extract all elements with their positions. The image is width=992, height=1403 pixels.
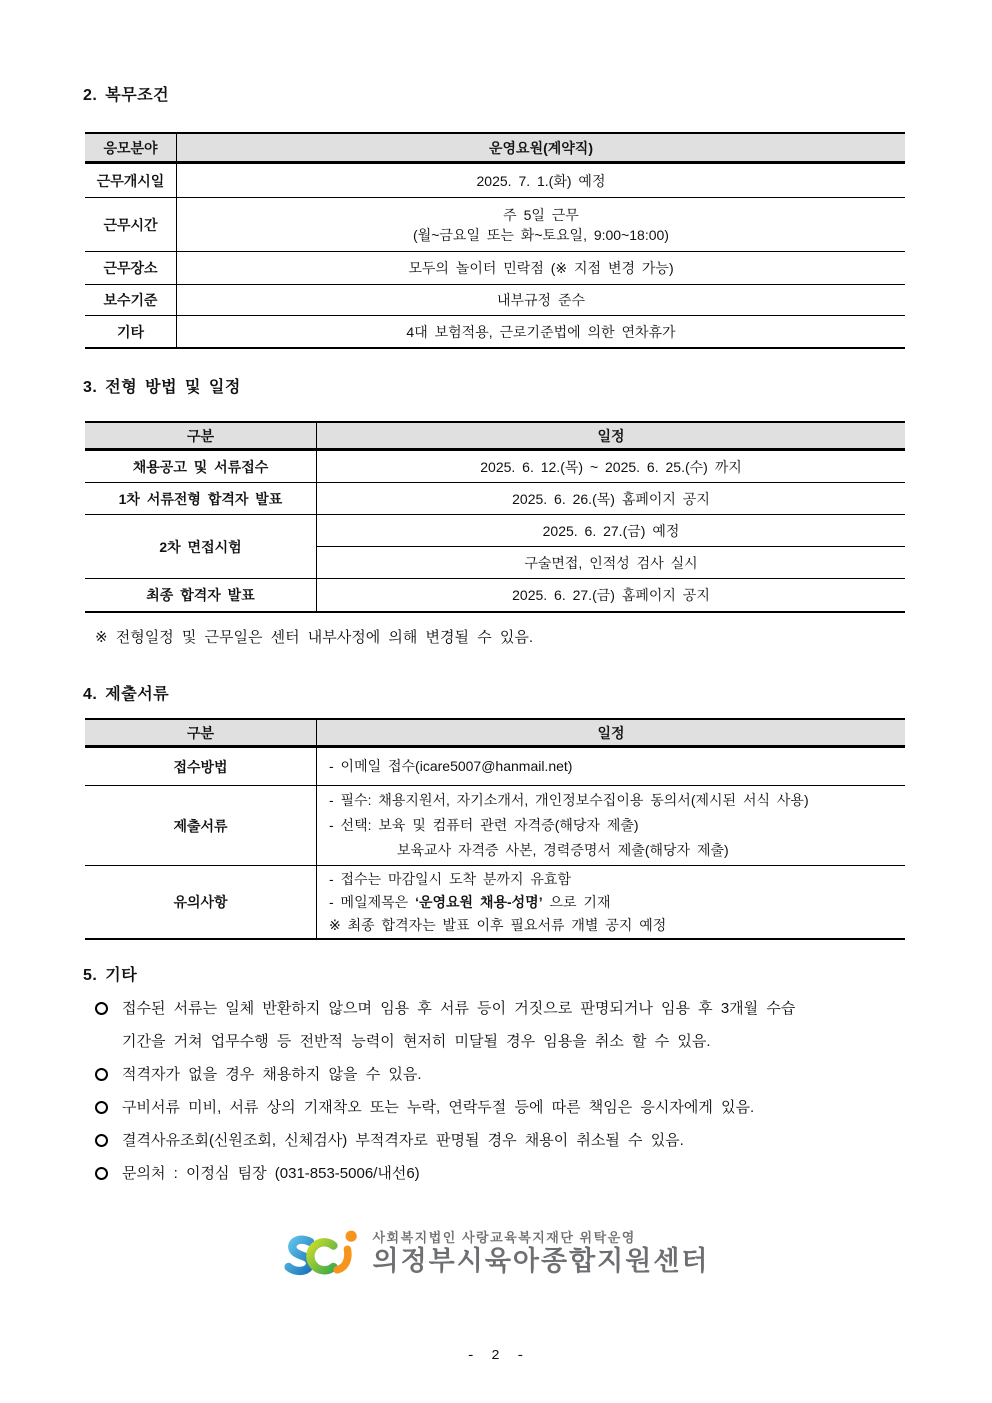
column-header: 구분	[85, 423, 317, 448]
bullet-item	[95, 1124, 925, 1157]
row-label: 1차 서류전형 합격자 발표	[85, 483, 317, 514]
bullet-item	[95, 1091, 925, 1124]
table-row	[85, 748, 905, 786]
bullet-item	[95, 992, 925, 1058]
circle-bullet-icon	[95, 1068, 108, 1081]
row-value: 운영요원(계약직)	[489, 139, 593, 156]
table-row	[85, 285, 905, 316]
notice-line2-suffix: 으로 기재	[542, 893, 611, 910]
submission-docs-table	[85, 718, 905, 940]
row-value: 2025. 6. 27.(금) 홈페이지 공지	[512, 587, 710, 603]
bullet-item	[95, 1157, 925, 1190]
row-label: 최종 합격자 발표	[85, 579, 317, 611]
circle-bullet-icon	[95, 1167, 108, 1180]
sci-logo-icon	[283, 1225, 367, 1281]
bullet-line: 적격자가 없을 경우 채용하지 않을 수 있음.	[122, 1066, 422, 1083]
section2-heading: 2. 복무조건	[83, 87, 170, 104]
table-row	[85, 451, 905, 483]
bullet-line: 접수된 서류는 일체 반환하지 않으며 임용 후 서류 등이 거짓으로 판명되거나 임용 후 3개월 수습	[122, 1000, 796, 1017]
table-row	[85, 316, 905, 347]
schedule-note: ※ 전형일정 및 근무일은 센터 내부사정에 의해 변경될 수 있음.	[95, 629, 534, 646]
table-row	[85, 483, 905, 515]
table-row	[85, 134, 905, 164]
row-label: 유의사항	[85, 866, 317, 938]
row-label: 보수기준	[85, 285, 177, 315]
bullet-line: 문의처 : 이정심 팀장 (031-853-5006/내선6)	[122, 1165, 420, 1182]
bullet-text	[122, 1157, 925, 1190]
bullet-text	[122, 1124, 925, 1157]
row-value: 2025. 7. 1.(화) 예정	[476, 172, 606, 189]
row-value: 내부규정 준수	[496, 292, 586, 308]
row-value: 구술면접, 인적성 검사 실시	[524, 554, 698, 571]
row-value: 4대 보험적용, 근로기준법에 의한 연차휴가	[406, 323, 676, 340]
work-conditions-table	[85, 132, 905, 349]
row-label: 제출서류	[85, 786, 317, 865]
row-label: 근무시간	[85, 198, 177, 251]
logo-text-block	[373, 1230, 710, 1277]
logo-title: 의정부시육아종합지원센터	[372, 1245, 710, 1276]
docs-line3: 보육교사 자격증 사본, 경력증명서 제출(해당자 제출)	[397, 842, 729, 858]
circle-bullet-icon	[95, 1002, 108, 1015]
logo-subtitle: 사회복지법인 사랑교육복지재단 위탁운영	[372, 1229, 636, 1245]
notice-line2	[329, 891, 610, 914]
bullet-text	[122, 992, 925, 1058]
column-header: 일정	[597, 724, 625, 741]
work-hours-line1: 주 5일 근무	[503, 206, 579, 223]
docs-line2: - 선택: 보육 및 컴퓨터 관련 자격증(해당자 제출)	[329, 817, 639, 833]
notice-line2-prefix: - 메일제목은	[329, 893, 416, 910]
circle-bullet-icon	[95, 1101, 108, 1114]
bullet-line: 기간을 거쳐 업무수행 등 전반적 능력이 현저히 미달될 경우 임용을 취소 할 수 있음.	[122, 1033, 711, 1050]
table-row	[85, 786, 905, 866]
section4-heading: 4. 제출서류	[83, 686, 170, 703]
notice-line2-bold: ‘운영요원 채용-성명’	[415, 893, 543, 910]
row-value	[317, 866, 905, 938]
bullet-item	[95, 1058, 925, 1091]
table-row-merged	[85, 515, 905, 579]
row-value	[317, 748, 905, 785]
row-label: 기타	[85, 316, 177, 347]
center-logo	[0, 1224, 992, 1282]
row-value: 2025. 6. 12.(목) ~ 2025. 6. 25.(수) 까지	[480, 458, 742, 475]
docs-line1: - 필수: 채용지원서, 자기소개서, 개인정보수집이용 동의서(제시된 서식 사용)	[329, 792, 809, 808]
bullet-text	[122, 1091, 925, 1124]
etc-bullet-list	[95, 992, 925, 1190]
table-row	[85, 198, 905, 252]
row-label: 근무장소	[85, 252, 177, 284]
row-label: 응모분야	[85, 134, 177, 161]
table-row	[85, 164, 905, 198]
submission-method-line: - 이메일 접수(icare5007@hanmail.net)	[329, 758, 573, 774]
work-hours-line2: (월~금요일 또는 화~토요일, 9:00~18:00)	[413, 226, 669, 243]
notice-line3: ※ 최종 합격자는 발표 이후 필요서류 개별 공지 예정	[329, 916, 667, 933]
section5-heading: 5. 기타	[83, 967, 138, 984]
bullet-line: 구비서류 미비, 서류 상의 기재착오 또는 누락, 연락두절 등에 따른 책임은 응시자에게 있음.	[122, 1099, 755, 1116]
row-label: 접수방법	[85, 748, 317, 785]
column-header: 구분	[85, 720, 317, 745]
page-number: - 2 -	[466, 1348, 526, 1364]
table-row	[85, 579, 905, 611]
row-label: 채용공고 및 서류접수	[85, 451, 317, 482]
notice-line1: - 접수는 마감일시 도착 분까지 유효함	[329, 870, 571, 887]
section3-heading: 3. 전형 방법 및 일정	[83, 379, 241, 396]
row-value: 2025. 6. 26.(목) 홈페이지 공지	[512, 490, 710, 507]
table-header-row	[85, 423, 905, 451]
bullet-line: 결격사유조회(신원조회, 신체검사) 부적격자로 판명될 경우 채용이 취소될 수 있음.	[122, 1132, 684, 1149]
table-row	[85, 866, 905, 938]
merged-subrows	[317, 515, 905, 578]
row-value	[317, 786, 905, 865]
table-row	[85, 252, 905, 285]
row-label: 2차 면접시험	[85, 515, 317, 578]
row-value	[177, 198, 905, 251]
row-value: 모두의 놀이터 민락점 (※ 지점 변경 가능)	[408, 260, 674, 276]
column-header: 일정	[597, 427, 625, 444]
bullet-text	[122, 1058, 925, 1091]
selection-schedule-table	[85, 421, 905, 613]
table-header-row	[85, 720, 905, 748]
row-value: 2025. 6. 27.(금) 예정	[317, 515, 905, 547]
circle-bullet-icon	[95, 1134, 108, 1147]
row-label: 근무개시일	[85, 164, 177, 197]
